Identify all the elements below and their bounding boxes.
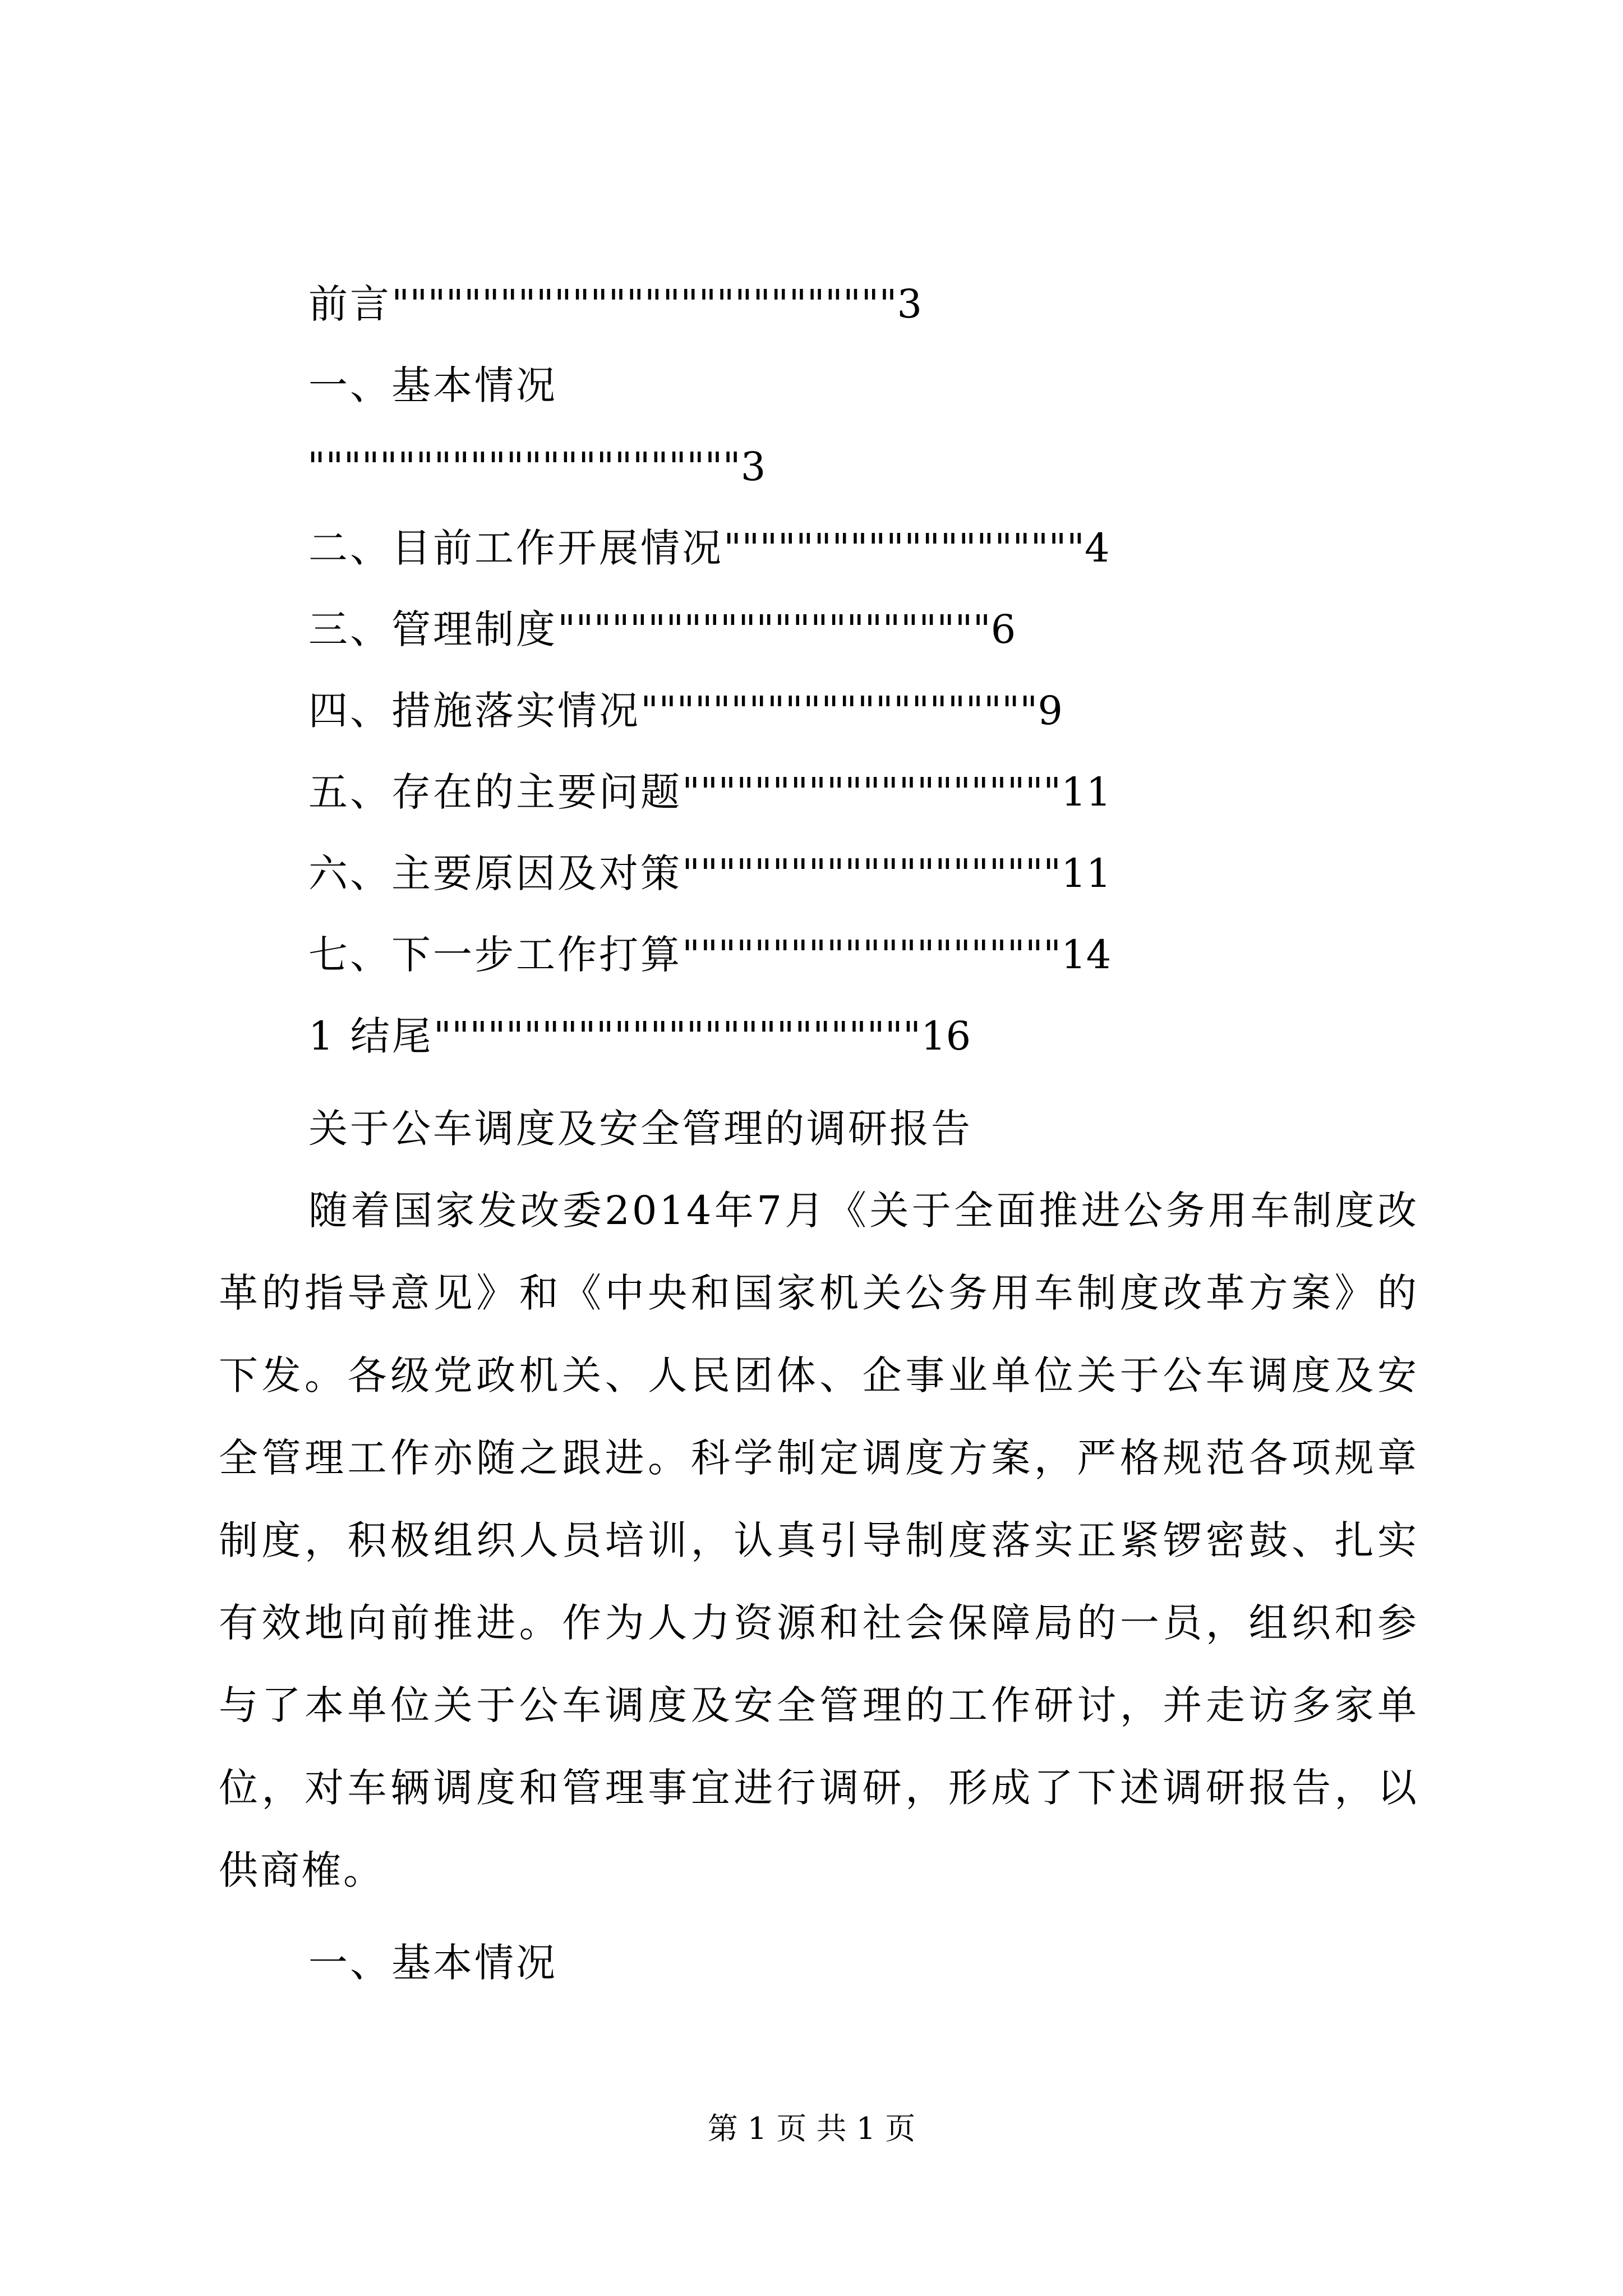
toc-entry-label: 1 结尾 xyxy=(308,1013,434,1059)
toc-entry-leader: """""""""""""""""""" xyxy=(723,525,1085,571)
toc-entry-label: 一、基本情况 xyxy=(308,362,557,408)
toc-entry-label: 四、措施落实情况 xyxy=(308,688,640,734)
toc-entry-next-steps xyxy=(308,914,1430,996)
toc-entry-causes-countermeasures xyxy=(308,833,1430,914)
toc-entry-label: 三、管理制度 xyxy=(308,606,557,652)
toc-entry-leader: """""""""""""""""""""" xyxy=(640,688,1038,734)
toc-entry-label: 五、存在的主要问题 xyxy=(308,769,682,815)
page-footer: 第 1 页 共 1 页 xyxy=(707,2111,916,2146)
intro-paragraph: 随着国家发改委2014年7月《关于全面推进公务用车制度改革的指导意见》和《中央和国家机关公务用车制度改革方案》的下发。各级党政机关、人民团体、企事业单位关于公车调度及安全管理工作亦随之跟进。科学制定调度方案，严格规范各项规章制度，积极组织人员培训，认真引导制度落实正紧锣密鼓、扎实有效地向前推进。作为人力资源和社会保障局的一员，组织和参与了本单位关于公车调度及安全管理的工作研讨，并走访多家单位，对车辆调度和管理事宜进行调研，形成了下述调研报告，以供商榷。 xyxy=(219,1188,1419,1893)
toc-entry-main-problems xyxy=(308,752,1430,833)
toc-entry-page: 3 xyxy=(740,444,766,490)
toc-entry-leader: """""""""""""""""""""""""""" xyxy=(391,281,897,327)
toc-entry-measures xyxy=(308,670,1430,752)
toc-entry-page: 16 xyxy=(921,1013,971,1059)
toc-entry-leader: """"""""""""""""""""""""""" xyxy=(433,1013,921,1059)
toc-entry-page: 14 xyxy=(1061,932,1112,978)
document-body xyxy=(219,1088,1419,2004)
toc-entry-label: 六、主要原因及对策 xyxy=(308,850,682,896)
table-of-contents xyxy=(308,264,1430,1077)
document-title: 关于公车调度及安全管理的调研报告 xyxy=(308,1106,972,1152)
toc-entry-page: 3 xyxy=(897,281,923,327)
toc-entry-label: 七、下一步工作打算 xyxy=(308,932,682,978)
section-heading-basic-situation: 一、基本情况 xyxy=(308,1940,557,1986)
toc-entry-leader: """"""""""""""""""""" xyxy=(682,932,1062,978)
toc-entry-label: 前言 xyxy=(308,281,391,327)
toc-entry-page: 11 xyxy=(1061,769,1112,815)
toc-entry-page: 11 xyxy=(1061,850,1112,896)
toc-entry-leader: """""""""""""""""""""""" xyxy=(307,444,741,490)
toc-entry-ending xyxy=(308,996,1430,1077)
toc-entry-label: 二、目前工作开展情况 xyxy=(308,525,723,571)
toc-entry-leader: """""""""""""""""""""""" xyxy=(557,606,991,652)
toc-entry-page: 6 xyxy=(990,606,1016,652)
toc-entry-leader: """"""""""""""""""""" xyxy=(682,769,1062,815)
toc-entry-current-work xyxy=(308,508,1430,589)
toc-entry-management-system xyxy=(308,589,1430,670)
toc-entry-basic-situation xyxy=(308,345,1430,426)
toc-entry-page: 4 xyxy=(1084,525,1110,571)
toc-entry-basic-situation-leader xyxy=(307,426,1430,508)
toc-entry-preface xyxy=(308,264,1430,345)
toc-entry-page: 9 xyxy=(1038,688,1063,734)
toc-entry-leader: """"""""""""""""""""" xyxy=(682,850,1062,896)
